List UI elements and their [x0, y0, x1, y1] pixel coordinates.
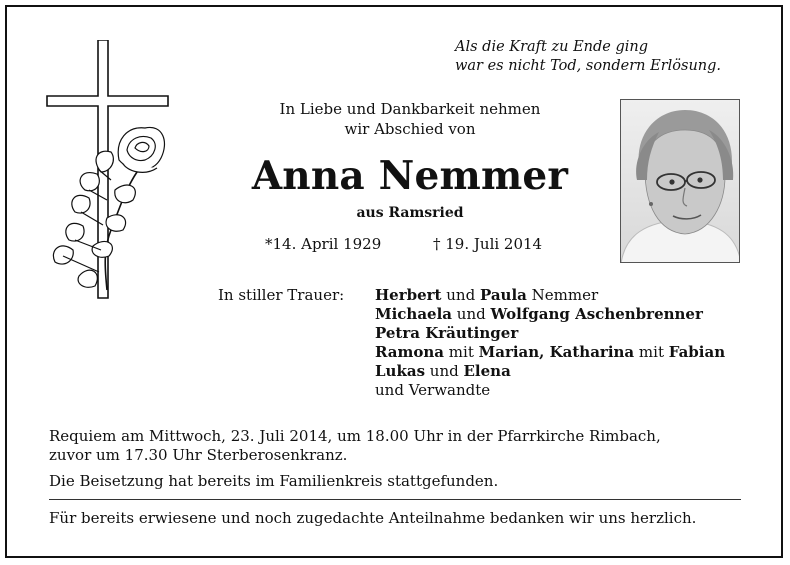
thanks-note: Für bereits erwiesene und noch zugedachte Anteilnahme bedanken wir uns herzlich.	[49, 509, 697, 527]
motto	[455, 38, 721, 76]
divider	[49, 499, 741, 500]
mourner-name: Michaela	[375, 305, 453, 323]
mourner-name: Paula	[479, 286, 527, 304]
mourner-joiner: und	[452, 305, 491, 323]
mourner-name: Elena	[463, 362, 511, 380]
motto-line-2: war es nicht Tod, sondern Erlösung.	[455, 58, 722, 74]
motto-line-1: Als die Kraft zu Ende ging	[455, 39, 649, 55]
intro-line-2: wir Abschied von	[344, 120, 476, 138]
mourner-joiner: mit	[444, 343, 479, 361]
birth-date: *14. April 1929	[265, 235, 382, 253]
burial-note: Die Beisetzung hat bereits im Familienkreis stattgefunden.	[49, 472, 499, 490]
mourner-line	[375, 381, 725, 400]
mourner-line	[375, 324, 725, 343]
mourner-surname: Nemmer	[526, 286, 599, 304]
mourner-relatives: und Verwandte	[375, 381, 491, 399]
requiem-line-1: Requiem am Mittwoch, 23. Juli 2014, um 18.00 Uhr in der Pfarrkirche Rimbach,	[49, 427, 661, 445]
mourner-line	[375, 362, 725, 381]
portrait-photo	[620, 99, 740, 263]
mourner-name: Wolfgang Aschenbrenner	[490, 305, 703, 323]
mourner-joiner: und	[441, 286, 480, 304]
mourner-name: Ramona	[375, 343, 445, 361]
requiem-info	[49, 427, 749, 465]
mourner-line	[375, 343, 725, 362]
portrait-image	[621, 100, 740, 263]
mourner-name: Petra Kräutinger	[375, 324, 519, 342]
mourners-list	[375, 286, 725, 400]
mourner-joiner: mit	[634, 343, 669, 361]
mourner-line	[375, 305, 725, 324]
intro-line-1: In Liebe und Dankbarkeit nehmen	[279, 100, 541, 118]
mourner-name: Marian, Katharina	[478, 343, 635, 361]
mourner-line	[375, 286, 725, 305]
deceased-name: Anna Nemmer	[251, 153, 569, 199]
requiem-line-2: zuvor um 17.30 Uhr Sterberosenkranz.	[49, 446, 348, 464]
mourner-joiner: und	[425, 362, 464, 380]
life-dates	[265, 235, 542, 253]
cross-with-rose	[45, 40, 175, 300]
mourner-name: Fabian	[668, 343, 726, 361]
intro-text	[230, 99, 590, 139]
mourner-name: Herbert	[375, 286, 442, 304]
cross-icon	[45, 40, 175, 300]
mourner-name: Lukas	[375, 362, 426, 380]
deceased-origin: aus Ramsried	[356, 205, 464, 221]
rose-icon	[53, 127, 164, 290]
mourning-label: In stiller Trauer:	[218, 286, 345, 304]
death-date: † 19. Juli 2014	[433, 235, 543, 253]
